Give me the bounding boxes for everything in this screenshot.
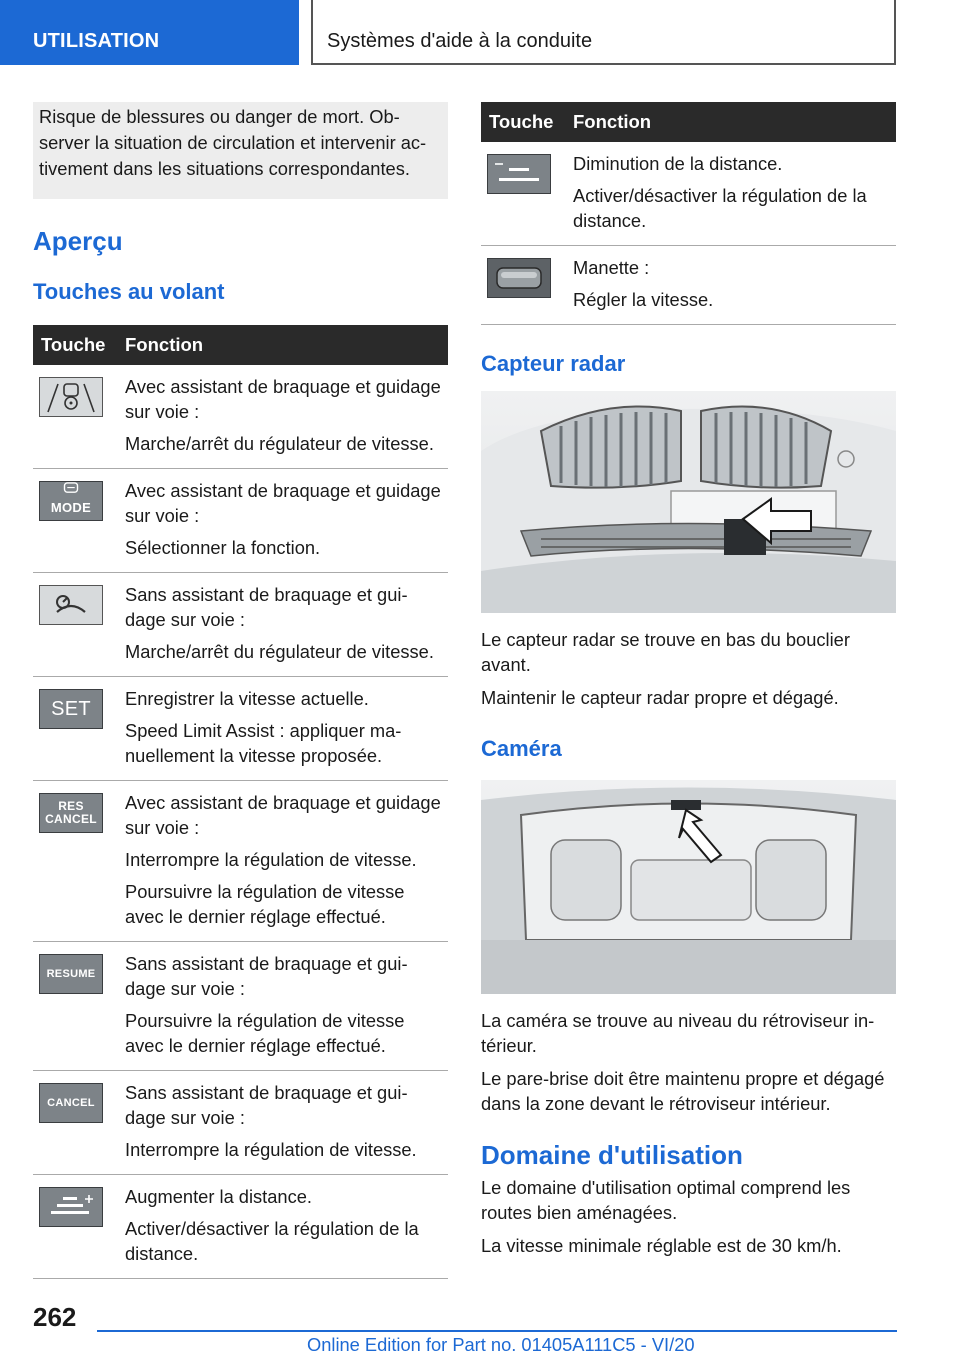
row-line: Poursuivre la régulation de vitesse avec le dernier réglage effectué. bbox=[125, 881, 405, 927]
page-number: 262 bbox=[33, 1302, 77, 1332]
overview-subtitle: Touches au volant bbox=[33, 279, 225, 304]
resume-button-icon: RESUME bbox=[39, 954, 103, 994]
section-title: Systèmes d'aide à la conduite bbox=[327, 30, 593, 52]
row-line: Manette : bbox=[573, 257, 650, 278]
radar-sensor-illustration bbox=[481, 391, 896, 613]
lane-assist-steering-icon bbox=[39, 377, 103, 417]
res-cancel-button-icon: RES CANCEL bbox=[39, 793, 103, 833]
table-row bbox=[481, 142, 896, 246]
col-key-header: Touche bbox=[33, 325, 121, 365]
row-line: Sans assistant de braquage et guidage sur voie : bbox=[125, 1082, 408, 1128]
footer-divider bbox=[97, 1330, 897, 1332]
right-column bbox=[481, 102, 896, 1266]
table-row bbox=[33, 573, 448, 677]
camera-illustration bbox=[481, 780, 896, 994]
distance-increase-icon bbox=[39, 1187, 103, 1227]
chapter-title: UTILISATION bbox=[33, 30, 160, 52]
camera-clean-text: Le pare-brise doit être maintenu propre et dégagé dans la zone devant le rétroviseur intérieur. bbox=[481, 1068, 885, 1114]
row-line: Speed Limit Assist : appliquer manuellement la vitesse proposée. bbox=[125, 720, 402, 766]
row-line: Activer/désactiver la régulation de la distance. bbox=[125, 1218, 419, 1264]
overview-title: Aperçu bbox=[33, 226, 123, 256]
row-line: Augmenter la distance. bbox=[125, 1186, 312, 1207]
domain-speed-text: La vitesse minimale réglable est de 30 km/h. bbox=[481, 1235, 842, 1256]
row-line: Avec assistant de braquage et guidage sur voie : bbox=[125, 792, 441, 838]
table-row bbox=[33, 781, 448, 942]
col-function-header: Fonction bbox=[121, 325, 448, 365]
row-line: Marche/arrêt du régulateur de vitesse. bbox=[125, 433, 434, 454]
row-line: Sans assistant de braquage et guidage sur voie : bbox=[125, 584, 408, 630]
table-row bbox=[481, 246, 896, 325]
warning-box bbox=[33, 102, 448, 199]
cruise-control-icon bbox=[39, 585, 103, 625]
cancel-button-icon: CANCEL bbox=[39, 1083, 103, 1123]
row-line: Avec assistant de braquage et guidage sur voie : bbox=[125, 480, 441, 526]
table-row bbox=[33, 1071, 448, 1175]
mode-button-icon: MODE bbox=[39, 481, 103, 521]
warning-text: Risque de blessures ou danger de mort. Observer la situation de circulation et intervenir activement dans les situations correspondantes. bbox=[39, 106, 427, 179]
row-line: Diminution de la distance. bbox=[573, 153, 783, 174]
table-row bbox=[33, 942, 448, 1071]
camera-location-text: La caméra se trouve au niveau du rétroviseur intérieur. bbox=[481, 1010, 875, 1056]
row-line: Poursuivre la régulation de vitesse avec le dernier réglage effectué. bbox=[125, 1010, 405, 1056]
table-row bbox=[33, 1175, 448, 1279]
radar-location-text: Le capteur radar se trouve en bas du bouclier avant. bbox=[481, 629, 850, 675]
camera-title: Caméra bbox=[481, 736, 562, 761]
row-line: Interrompre la régulation de vitesse. bbox=[125, 1139, 417, 1160]
table-row bbox=[33, 469, 448, 573]
set-button-icon: SET bbox=[39, 689, 103, 729]
steering-keys-table bbox=[33, 325, 448, 1279]
row-line: Marche/arrêt du régulateur de vitesse. bbox=[125, 641, 434, 662]
domain-roads-text: Le domaine d'utilisation optimal comprend les routes bien aménagées. bbox=[481, 1177, 851, 1223]
steering-keys-table-continued bbox=[481, 102, 896, 325]
row-line: Interrompre la régulation de vitesse. bbox=[125, 849, 417, 870]
row-line: Régler la vitesse. bbox=[573, 289, 714, 310]
row-line: Sans assistant de braquage et guidage sur voie : bbox=[125, 953, 408, 999]
rocker-switch-icon bbox=[487, 258, 551, 298]
row-line: Sélectionner la fonction. bbox=[125, 537, 321, 558]
col-key-header: Touche bbox=[481, 102, 569, 142]
row-line: Activer/désactiver la régulation de la distance. bbox=[573, 185, 867, 231]
table-row bbox=[33, 677, 448, 781]
domain-title: Domaine d'utilisation bbox=[481, 1140, 743, 1170]
chapter-tab bbox=[0, 0, 299, 65]
table-row bbox=[33, 365, 448, 469]
row-line: Avec assistant de braquage et guidage sur voie : bbox=[125, 376, 441, 422]
distance-decrease-icon bbox=[487, 154, 551, 194]
left-column bbox=[33, 102, 448, 1279]
col-function-header: Fonction bbox=[569, 102, 896, 142]
footer-edition: Online Edition for Part no. 01405A111C5 - VI/20 bbox=[307, 1334, 695, 1355]
section-tab bbox=[311, 0, 896, 65]
radar-title: Capteur radar bbox=[481, 351, 626, 376]
radar-clean-text: Maintenir le capteur radar propre et dégagé. bbox=[481, 687, 839, 708]
row-line: Enregistrer la vitesse actuelle. bbox=[125, 688, 369, 709]
